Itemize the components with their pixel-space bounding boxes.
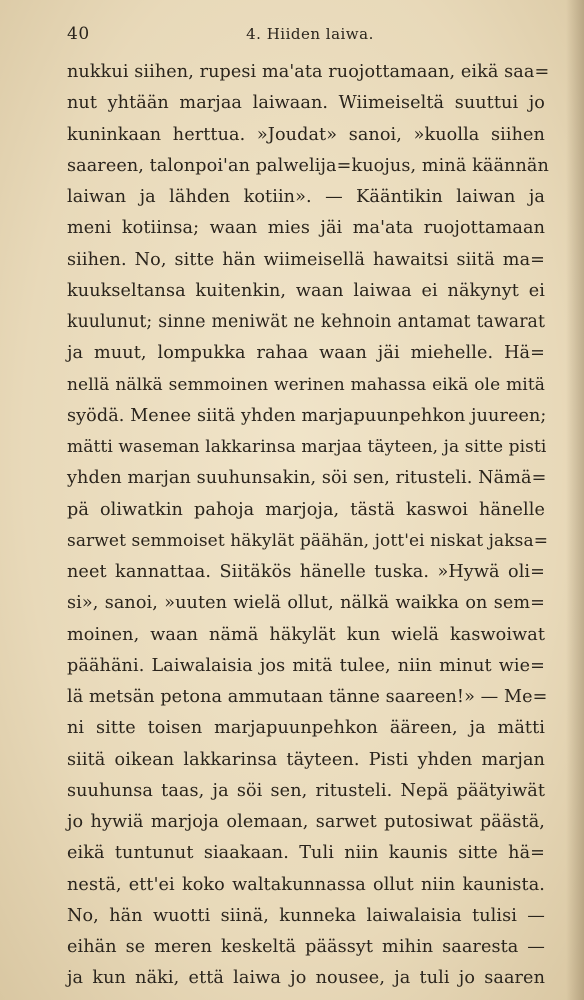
- text-line: nukkui siihen, rupesi ma'ata ruojottamaan, eikä saa=: [67, 62, 550, 82]
- text-line: syödä. Menee siitä yhden marjapuunpehkon juureen;: [67, 405, 547, 426]
- spine-shadow: [566, 0, 584, 1000]
- body-text: [67, 57, 550, 995]
- text-line: saareen, talonpoi'an palwelija=kuojus, minä käännän: [67, 155, 549, 176]
- text-line: ni sitte toisen marjapuunpehkon ääreen, ja mätti: [67, 718, 545, 739]
- text-line: No, hän wuotti siinä, kunneka laiwalaisia tulisi —: [67, 905, 545, 926]
- text-line: jo hywiä marjoja olemaan, sarwet putosiwat päästä,: [67, 812, 545, 832]
- text-line: neet kannattaa. Siitäkös hänelle tuska. »Hywä oli=: [67, 562, 545, 582]
- text-line: ja muut, lompukka rahaa waan jäi miehelle. Hä=: [67, 343, 545, 364]
- text-line: siihen. No, sitte hän wiimeisellä hawaitsi siitä ma=: [67, 249, 545, 270]
- running-head: 4. Hiiden laiwa.: [246, 25, 374, 43]
- text-line: ja kun näki, että laiwa jo nousee, ja tuli jo saaren: [67, 968, 545, 989]
- text-line: kuninkaan herttua. »Joudat» sanoi, »kuolla siihen: [67, 124, 545, 145]
- text-line: suuhunsa taas, ja söi sen, ritusteli. Nepä päätyiwät: [67, 780, 545, 801]
- page-number: 40: [67, 24, 90, 44]
- text-line: laiwan ja lähden kotiin». — Kääntikin laiwan ja: [67, 187, 545, 207]
- text-line: meni kotiinsa; waan mies jäi ma'ata ruojottamaan: [67, 218, 545, 239]
- text-line: lä metsän petona ammutaan tänne saareen!» — Me=: [67, 687, 548, 707]
- text-line: pä oliwatkin pahoja marjoja, tästä kaswoi hänelle: [67, 499, 545, 520]
- page-header: [0, 22, 584, 48]
- text-line: kuukseltansa kuitenkin, waan laiwaa ei näkynyt ei: [67, 280, 545, 301]
- text-line: mätti waseman lakkarinsa marjaa täyteen, ja sitte pisti: [67, 437, 547, 457]
- text-line: sarwet semmoiset häkylät päähän, jott'ei niskat jaksa=: [67, 530, 549, 551]
- text-line: nellä nälkä semmoinen werinen mahassa eikä ole mitä: [67, 374, 545, 395]
- text-line: nut yhtään marjaa laiwaan. Wiimeiseltä suuttui jo: [67, 93, 545, 114]
- text-line: eihän se meren keskeltä päässyt mihin saaresta —: [67, 937, 545, 957]
- text-line: yhden marjan suuhunsakin, söi sen, ritusteli. Nämä=: [67, 468, 547, 489]
- text-line: kuulunut; sinne meniwät ne kehnoin antamat tawarat: [67, 312, 545, 332]
- text-line: nestä, ett'ei koko waltakunnassa ollut niin kaunista.: [67, 874, 545, 895]
- text-line: siitä oikean lakkarinsa täyteen. Pisti yhden marjan: [67, 749, 545, 770]
- text-line: eikä tuntunut siaakaan. Tuli niin kaunis sitte hä=: [67, 843, 545, 864]
- text-line: moinen, waan nämä häkylät kun wielä kaswoiwat: [67, 624, 545, 645]
- text-line: si», sanoi, »uuten wielä ollut, nälkä waikka on sem=: [67, 593, 545, 614]
- text-line: päähäni. Laiwalaisia jos mitä tulee, niin minut wie=: [67, 655, 545, 676]
